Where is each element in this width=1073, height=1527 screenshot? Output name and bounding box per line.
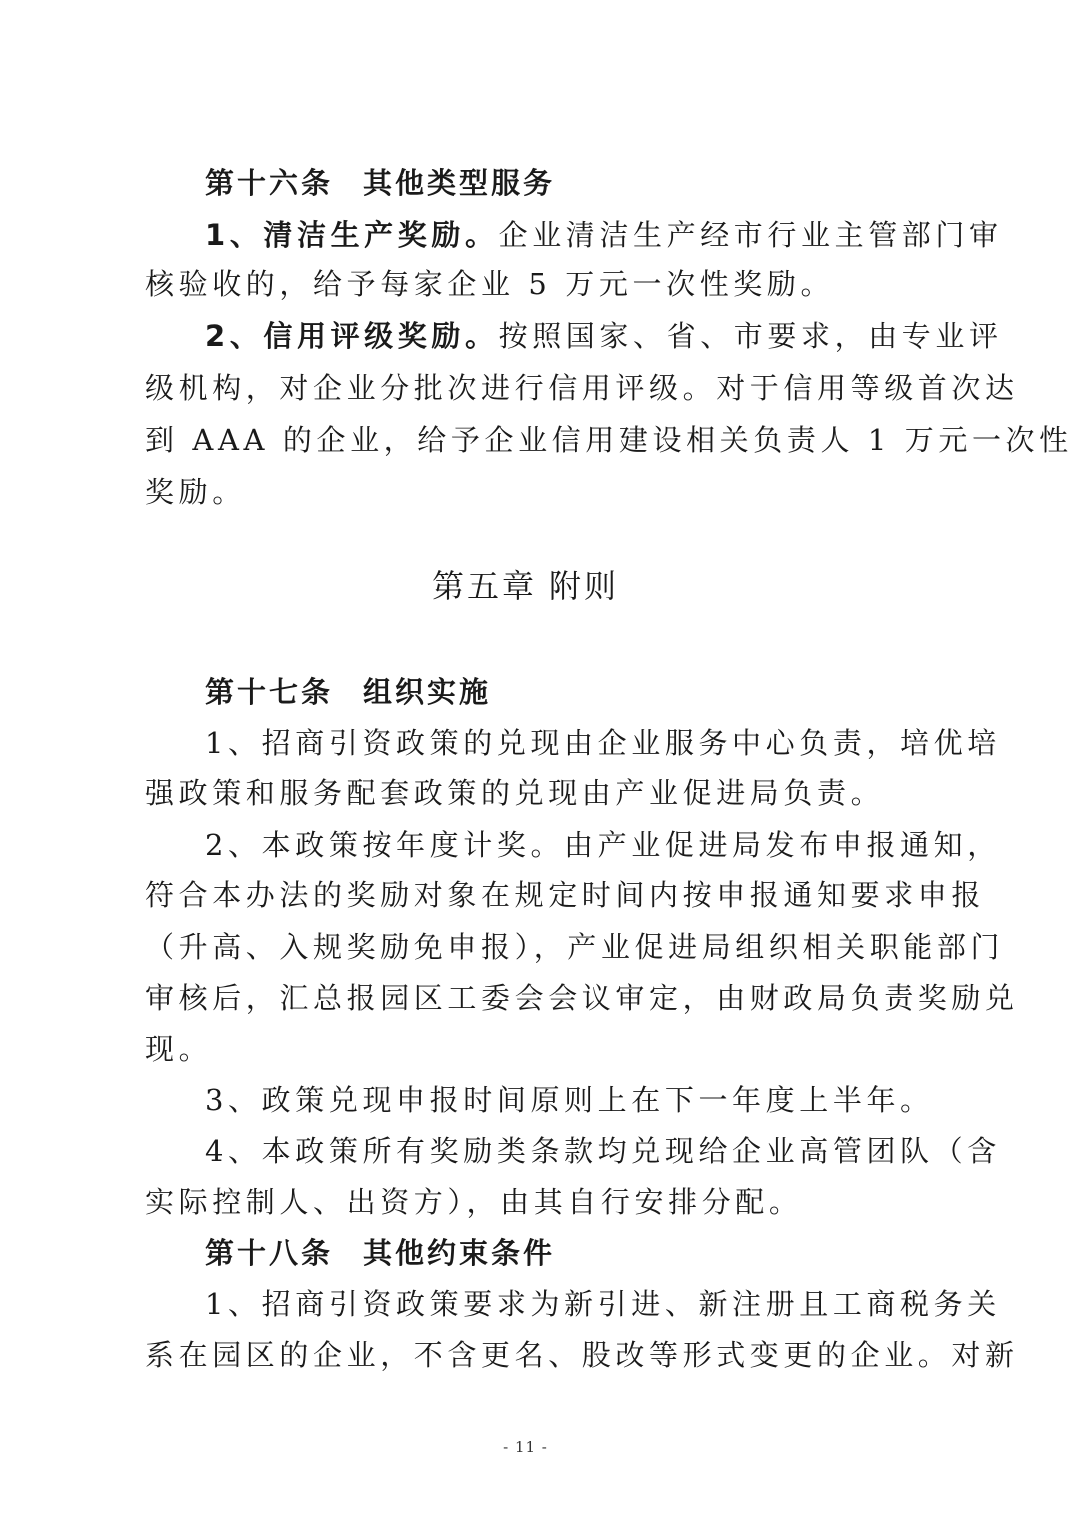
article-18-p1-line-2: 系在园区的企业，不含更名、股改等形式变更的企业。对新 xyxy=(145,1338,1019,1372)
article-17-p4-line-2: 实际控制人、出资方），由其自行安排分配。 xyxy=(145,1185,803,1219)
article-17-p1-line-1: 1、招商引资政策的兑现由企业服务中心负责，培优培 xyxy=(205,726,1001,760)
article-17-p2-line-4: 审核后，汇总报园区工委会会议审定，由财政局负责奖励兑 xyxy=(145,981,1019,1015)
article-16-item-1-lead: 1、清洁生产奖励。 xyxy=(205,218,499,252)
article-17-p2-line-1: 2、本政策按年度计奖。由产业促进局发布申报通知， xyxy=(205,828,1001,862)
article-16-item-2-line-2: 级机构，对企业分批次进行信用评级。对于信用等级首次达 xyxy=(145,371,1019,405)
article-17-p2-line-2: 符合本办法的奖励对象在规定时间内按申报通知要求申报 xyxy=(145,878,986,912)
article-16-item-1-line-1 xyxy=(205,217,1003,253)
article-17-p2-line-5: 现。 xyxy=(145,1032,213,1066)
article-17-p4-line-1: 4、本政策所有奖励类条款均兑现给企业高管团队（含 xyxy=(205,1134,1001,1168)
article-18-p1-line-1: 1、招商引资政策要求为新引进、新注册且工商税务关 xyxy=(205,1287,1001,1321)
article-17-number: 第十七条 xyxy=(205,675,334,709)
chapter-5-number: 第五章 xyxy=(431,567,537,605)
article-17-p1-line-2: 强政策和服务配套政策的兑现由产业促进局负责。 xyxy=(145,776,885,810)
article-16-item-2-line-4: 奖励。 xyxy=(145,475,246,509)
article-16-item-2-line-1 xyxy=(205,318,1003,354)
article-16-item-2-lead: 2、信用评级奖励。 xyxy=(205,319,499,353)
article-18-heading xyxy=(205,1235,885,1271)
article-18-title: 其他约束条件 xyxy=(363,1236,556,1270)
chapter-5-heading xyxy=(0,566,1051,606)
article-16-title: 其他类型服务 xyxy=(363,166,556,200)
article-16-item-2-line-3: 到 AAA 的企业，给予企业信用建设相关负责人 1 万元一次性 xyxy=(145,423,1073,457)
article-16-heading xyxy=(205,165,885,201)
article-16-item-2-text: 按照国家、省、市要求，由专业评 xyxy=(498,319,1003,353)
article-18-number: 第十八条 xyxy=(205,1236,334,1270)
article-16-number: 第十六条 xyxy=(205,166,334,200)
article-17-p3-line-1: 3、政策兑现申报时间原则上在下一年度上半年。 xyxy=(205,1083,934,1117)
page-number: - 11 - xyxy=(503,1438,548,1456)
article-17-p2-line-3: （升高、入规奖励免申报），产业促进局组织相关职能部门 xyxy=(145,930,1005,964)
chapter-5-title: 附则 xyxy=(549,567,620,605)
article-17-title: 组织实施 xyxy=(363,675,492,709)
article-17-heading xyxy=(205,674,885,710)
article-16-item-1-line-2: 核验收的，给予每家企业 5 万元一次性奖励。 xyxy=(145,267,835,301)
article-16-item-1-text: 企业清洁生产经市行业主管部门审 xyxy=(498,218,1003,252)
